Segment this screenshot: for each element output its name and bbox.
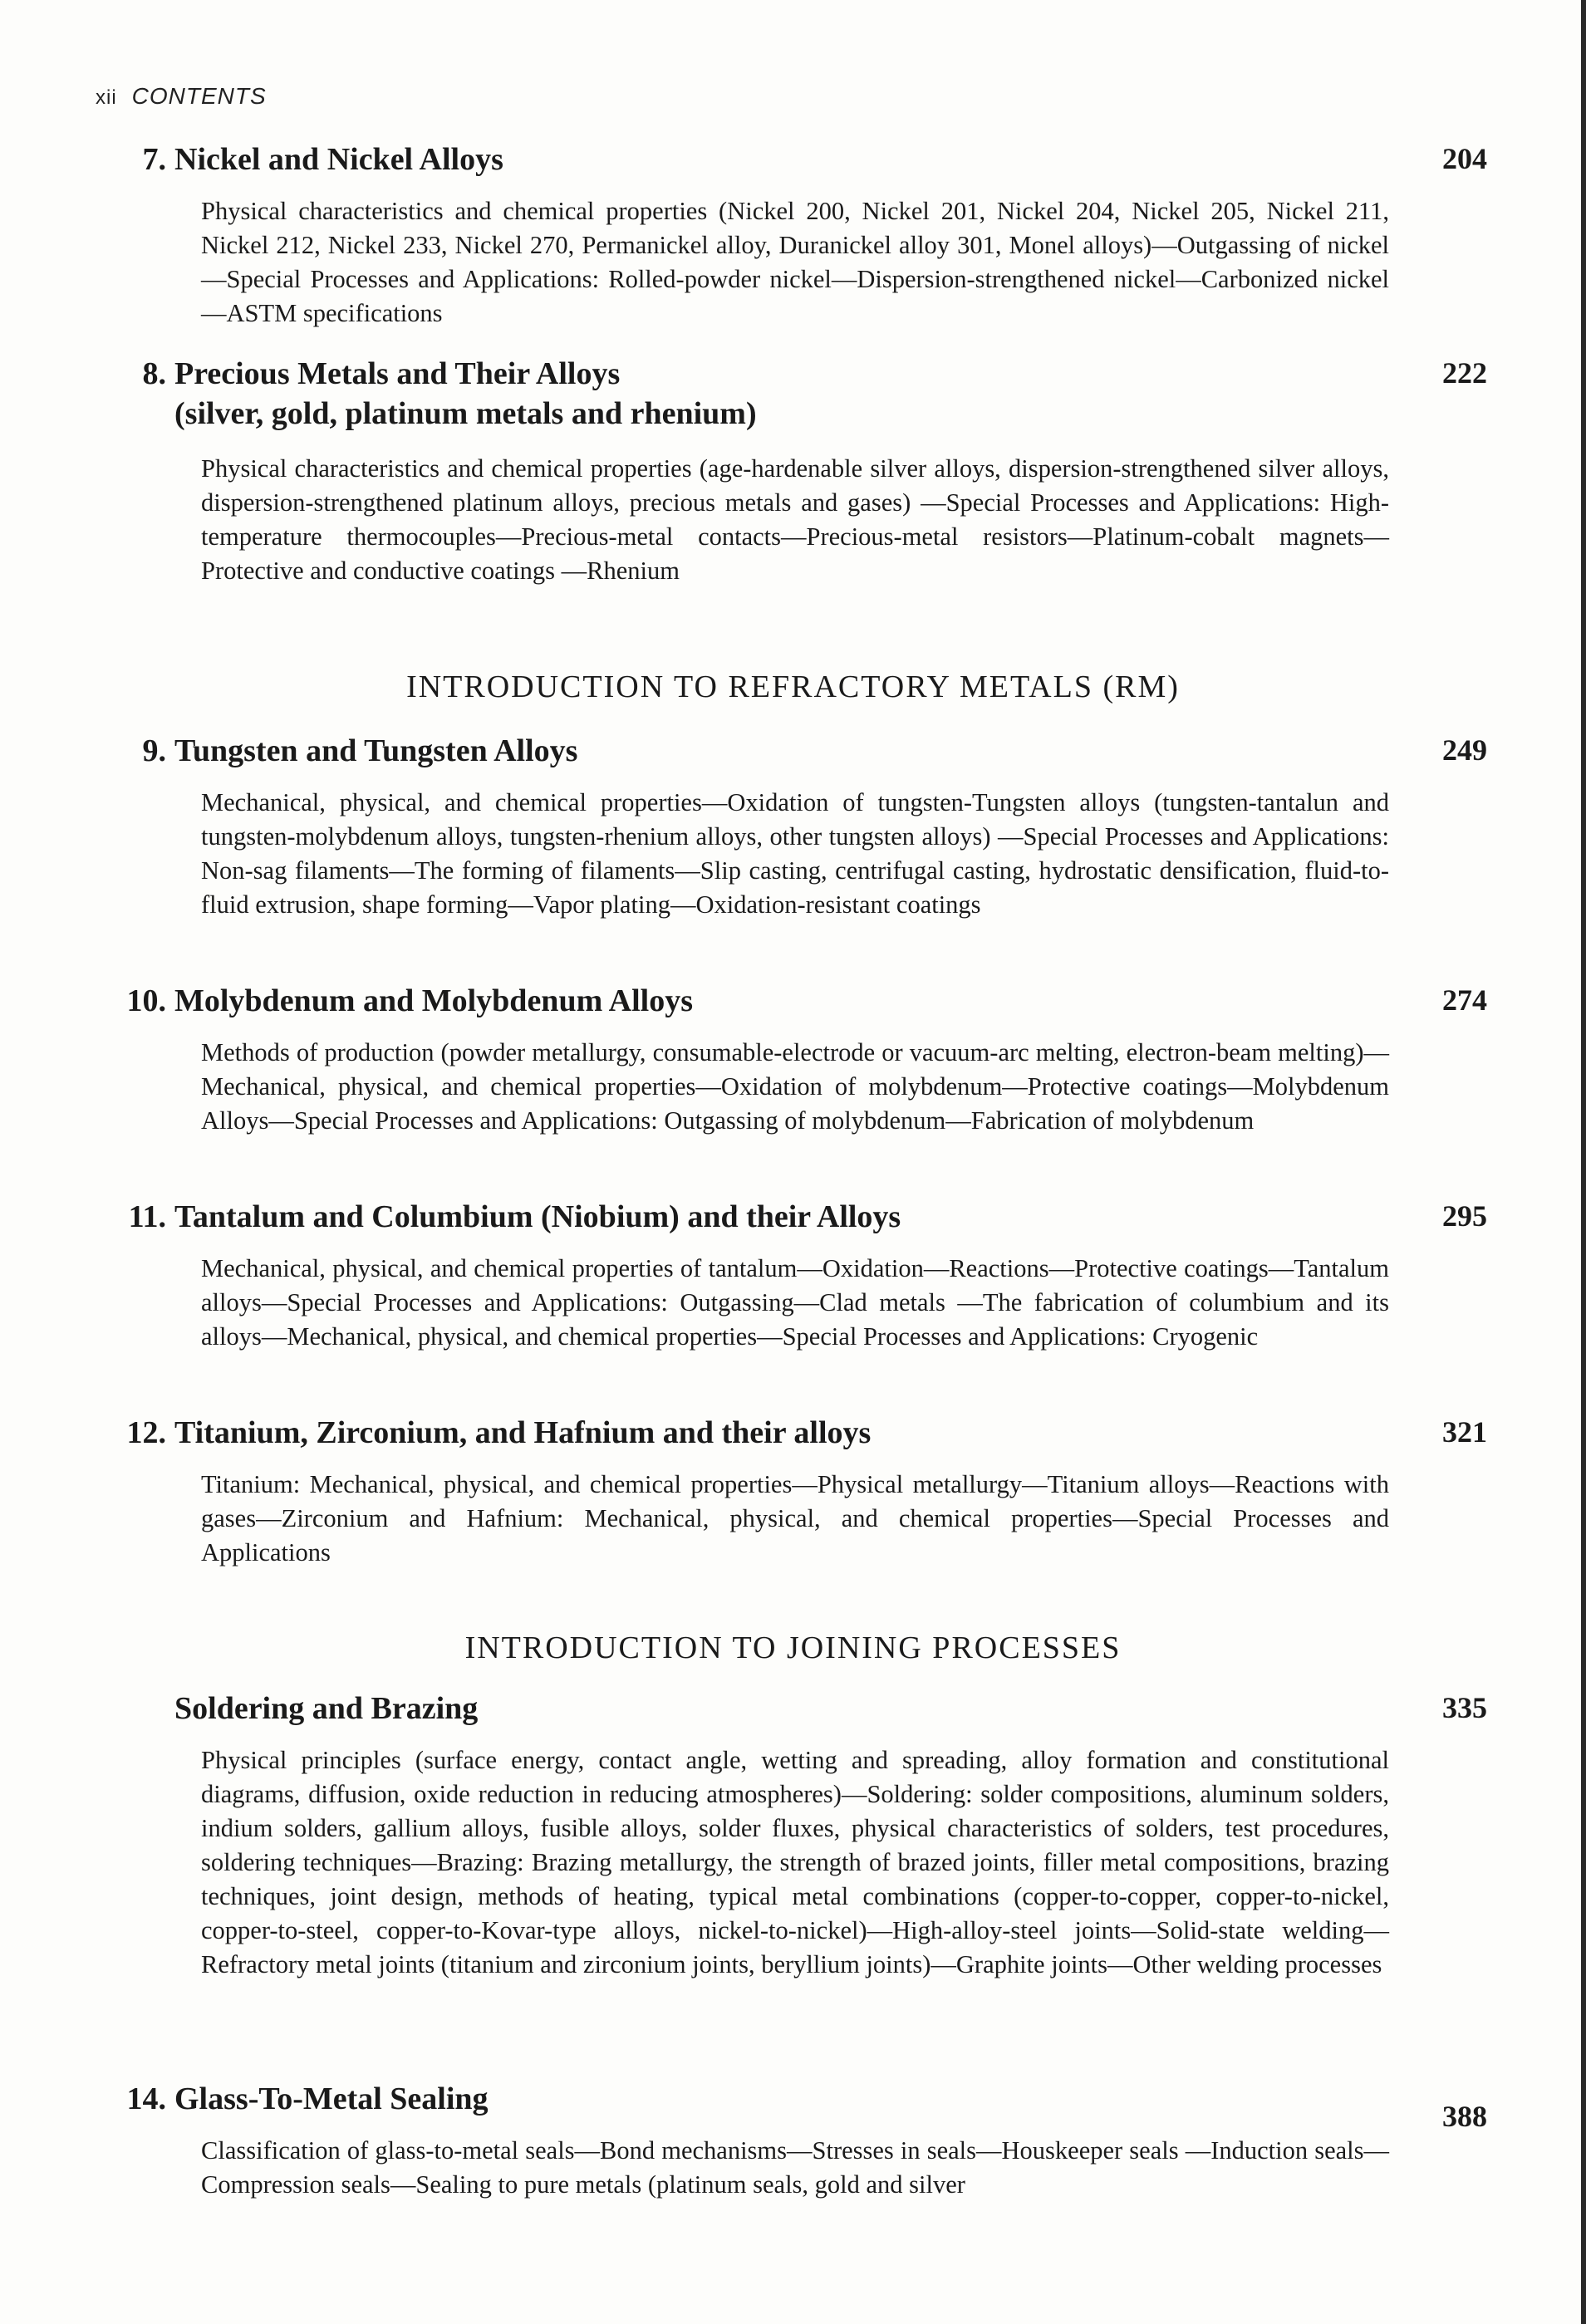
- toc-entry-heading: [108, 1199, 1487, 1240]
- chapter-title: Soldering and Brazing: [174, 1691, 479, 1726]
- toc-entry-heading: [108, 1690, 1487, 1732]
- chapter-number: 9.: [142, 733, 166, 768]
- running-head-title: CONTENTS: [131, 83, 267, 109]
- toc-entry-heading: [108, 733, 1487, 774]
- chapter-summary: Mechanical, physical, and chemical properties of tantalum—Oxidation—Reactions—Protective coatings—Tantalum alloys—Special Processes and Applications: Outgassing—Clad metals —The fabrication of columbium and its alloys—Mechanical, physical, and chemical properties—Special Processes and Applications: Cryogenic: [201, 1254, 1389, 1351]
- chapter-title: Molybdenum and Molybdenum Alloys: [174, 983, 693, 1018]
- chapter-number: 8.: [142, 356, 166, 391]
- toc-entry-chapter-12: [108, 1415, 1487, 1566]
- chapter-page-number: 295: [1442, 1199, 1487, 1233]
- chapter-number: 7.: [142, 142, 166, 177]
- chapter-page-number: 222: [1442, 356, 1487, 390]
- chapter-summary: Classification of glass-to-metal seals—Bond mechanisms—Stresses in seals—Houskeeper seals —Induction seals—Compression seals—Sealing to pure metals (platinum seals, gold and silver: [201, 2136, 1389, 2199]
- chapter-title: Nickel and Nickel Alloys: [174, 142, 503, 177]
- chapter-number: 14.: [126, 2081, 166, 2116]
- chapter-summary: Titanium: Mechanical, physical, and chemical properties—Physical metallurgy—Titanium alloys—Reactions with gases—Zirconium and Hafnium: Mechanical, physical, and chemical properties—Special Processes and Applications: [201, 1470, 1389, 1566]
- page-edge-shadow: [1581, 0, 1586, 2324]
- chapter-summary: Methods of production (powder metallurgy, consumable-electrode or vacuum-arc melting, electron-beam melting)—Mechanical, physical, and chemical properties—Oxidation of molybdenum—Protective coatings—Molybdenum Alloys—Special Processes and Applications: Outgassing of molybdenum—Fabrication of molybdenum: [201, 1038, 1389, 1135]
- toc-entry-heading: [108, 141, 1487, 183]
- chapter-summary: Physical principles (surface energy, contact angle, wetting and spreading, alloy formation and constitutional diagrams, diffusion, oxide reduction in reducing atmospheres)—Soldering: solder compositions, aluminum solders, indium solders, gallium alloys, fusible alloys, solder fluxes, physical characteristics of solders, test procedures, soldering techniques—Brazing: Brazing metallurgy, the strength of brazed joints, filler metal compositions, brazing techniques, joint design, methods of heating, typical metal combinations (copper-to-copper, copper-to-nickel, copper-to-steel, copper-to-Kovar-type alloys, nickel-to-nickel)—High-alloy-steel joints—Solid-state welding—Refractory metal joints (titanium and zirconium joints, beryllium joints)—Graphite joints—Other welding processes: [201, 1746, 1389, 1978]
- toc-entry-heading: [108, 355, 1487, 431]
- chapter-summary: Mechanical, physical, and chemical properties—Oxidation of tungsten-Tungsten alloys (tungsten-tantalun and tungsten-molybdenum alloys, tungsten-rhenium alloys, other tungsten alloys) —Special Processes and Applications: Non-sag filaments—The forming of filaments—Slip casting, centrifugal casting, hydrostatic densification, fluid-to-fluid extrusion, shape forming—Vapor plating—Oxidation-resistant coatings: [201, 788, 1389, 919]
- section-heading-refractory-metals: INTRODUCTION TO REFRACTORY METALS (RM): [406, 669, 1180, 704]
- chapter-title: Precious Metals and Their Alloys: [174, 356, 621, 391]
- toc-entry-chapter-11: [108, 1199, 1487, 1351]
- toc-entry-chapter-10: [108, 983, 1487, 1135]
- chapter-page-number: 274: [1442, 983, 1487, 1017]
- toc-entry-chapter-9: [108, 733, 1487, 919]
- chapter-page-number: 249: [1442, 733, 1487, 767]
- chapter-page-number: 335: [1442, 1691, 1487, 1724]
- chapter-page-number: 388: [1442, 2100, 1487, 2133]
- chapter-subtitle: (silver, gold, platinum metals and rhenium): [174, 396, 757, 431]
- toc-entry-chapter-8: [108, 355, 1487, 585]
- chapter-page-number: 321: [1442, 1415, 1487, 1449]
- chapter-number: 11.: [128, 1199, 166, 1234]
- toc-entry-heading: [108, 2081, 1487, 2133]
- chapter-title: Glass-To-Metal Sealing: [174, 2081, 489, 2116]
- chapter-summary: Physical characteristics and chemical properties (Nickel 200, Nickel 201, Nickel 204, Nickel 205, Nickel 211, Nickel 212, Nickel 233, Nickel 270, Permanickel alloy, Duranickel alloy 301, Monel alloys)—Outgassing of nickel—Special Processes and Applications: Rolled-powder nickel—Dispersion-strengthened nickel—Carbonized nickel—ASTM specifications: [201, 197, 1389, 327]
- chapter-title: Tantalum and Columbium (Niobium) and their Alloys: [174, 1199, 901, 1234]
- section-heading-joining-processes: INTRODUCTION TO JOINING PROCESSES: [464, 1630, 1122, 1665]
- chapter-title: Titanium, Zirconium, and Hafnium and their alloys: [174, 1415, 872, 1450]
- chapter-number: 10.: [126, 983, 166, 1018]
- chapter-title: Tungsten and Tungsten Alloys: [174, 733, 578, 768]
- toc-entry-chapter-13: [108, 1690, 1487, 1978]
- running-head: [96, 83, 267, 110]
- toc-entry-chapter-14: [108, 2081, 1487, 2199]
- toc-entry-heading: [108, 983, 1487, 1024]
- toc-entry-heading: [108, 1415, 1487, 1456]
- chapter-number: 12.: [126, 1415, 166, 1450]
- chapter-page-number: 204: [1442, 142, 1487, 175]
- toc-entry-chapter-7: [108, 141, 1487, 327]
- chapter-summary: Physical characteristics and chemical properties (age-hardenable silver alloys, dispersion-strengthened silver alloys, dispersion-strengthened platinum alloys, precious metals and gases) —Special Processes and Applications: High-temperature thermocouples—Precious-metal contacts—Precious-metal resistors—Platinum-cobalt magnets—Protective and conductive coatings —Rhenium: [201, 454, 1389, 585]
- page-folio: xii: [96, 86, 117, 109]
